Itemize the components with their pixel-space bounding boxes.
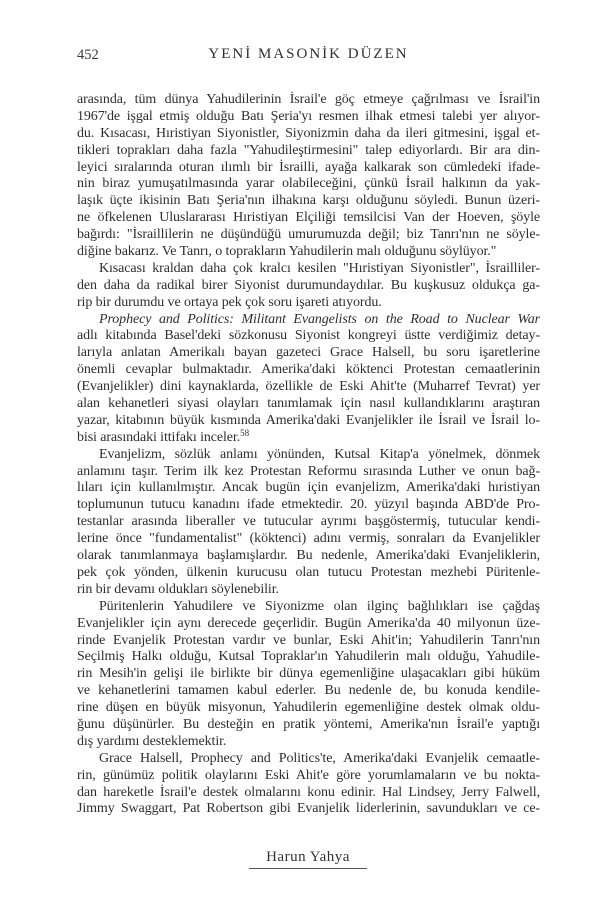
text-line: lerine önce "fundamentalist" (köktenci) adını vermiş, sonraları da Evanjelikler: [77, 531, 540, 547]
text-line: ne öfkelenen Uluslararası Hıristiyan Elçiliği temsilcisi Van der Hoeven, şöyle: [77, 210, 540, 226]
text-line: leyici sıralarında oturan ılımlı bir İsrailli, ayağa kalkarak son cümledeki ifade-: [77, 159, 540, 175]
page-number: 452: [77, 47, 99, 63]
text-line: toplumunun tutucu kanadını ifade etmektedir. 20. yüzyıl başında ABD'de Pro-: [77, 497, 540, 513]
text-line: nin biraz yumuşatılmasında yarar olabileceğini, çünkü İsrail halkının da yak-: [77, 176, 540, 192]
paragraph: [77, 751, 540, 819]
text-line: larıyla anlatan Amerikalı bayan gazeteci Grace Halsell, bu soru işaretlerine: [77, 345, 540, 361]
header-title: YENİ MASONİK DÜZEN: [208, 46, 409, 62]
text-line: Grace Halsell, Prophecy and Politics'te, Amerika'daki Evanjelik cemaatle-: [99, 750, 540, 766]
text-line: Evanjelizm, sözlük anlamı yönünden, Kutsal Kitap'a yönelmek, dönmek: [99, 446, 540, 462]
text-line: rin bir devamı oldukları söylenebilir.: [77, 581, 279, 597]
text-line: anlamını taşır. Terim ilk kez Protestan Reformu sırasında Luther ve onun bağ-: [77, 463, 540, 479]
footer-author: Harun Yahya: [249, 849, 367, 869]
paragraph: [77, 261, 540, 312]
text-line: olarak tanımlanmaya başlamışlardır. Bu nedenle, Amerika'daki Evanjeliklerin,: [77, 548, 540, 564]
text-line: Evanjelikler için aynı derecede geçerlidir. Bugün Amerika'da 40 milyonun üze-: [77, 615, 540, 631]
text-line: yazar, kitabının büyük kısmında Amerika'daki Evanjelikler ile İsrail ve İsrail lo-: [77, 412, 540, 428]
footnote-ref: 58: [240, 428, 250, 439]
text-line: den daha da radikal birer Siyonist durumundaydılar. Bu kuşkusuz oldukça ga-: [77, 277, 540, 293]
paragraph: [77, 312, 540, 447]
page-header: [77, 46, 540, 64]
body-text: [77, 92, 540, 818]
paragraph: [77, 599, 540, 751]
text-line: rine düşen en büyük misyonun, Yahudilerin egemenliğine destek olmak oldu-: [77, 700, 540, 716]
text-line: rin Mesih'in gelişi ile birlikte bir dünya egemenliğine ulaşacakları gibi hüküm: [77, 666, 540, 682]
text-line: rip bir durumdu ve ortaya pek çok soru işareti atıyordu.: [77, 294, 382, 310]
text-line: du. Kısacası, Hıristiyan Siyonistler, Siyonizmin daha da ileri gitmesini, işgal et-: [77, 125, 540, 141]
text-line: Jimmy Swaggart, Pat Robertson gibi Evanjelik liderlerinin, savundukları ve ce-: [77, 801, 540, 817]
text-line: 1967'de işgal etmiş olduğu Batı Şeria'yı resmen ilhak etmesi talebi yer alıyor-: [77, 108, 540, 124]
text-line: Kısacası kraldan daha çok kralcı kesilen "Hıristiyan Siyonistler", İsrailliler-: [99, 260, 540, 276]
text-line: (Evanjelikler) dini kaynaklarda, özellikle de Eski Ahit'te (Muharref Tevrat) yer: [77, 379, 540, 395]
text-line: bisi arasındaki ittifakı inceler.$^{58}$: [77, 428, 250, 445]
text-line: ve kehanetlerini tamamen kabul ederler. Bu nedenle de, bu konuda kendile-: [77, 683, 540, 699]
text-line: lıları için kullanılmıştır. Ancak bugün için evanjelizm, Amerika'daki hıristiyan: [77, 480, 540, 496]
text-line: Prophecy and Politics: Militant Evangelists on the Road to Nuclear War: [99, 311, 540, 327]
text-line: bağırdı: "İsraillilerin ne düşündüğü umurumuzda değil; biz Tanrı'nın ne söyle-: [77, 227, 540, 243]
text-line: adlı kitabında Basel'deki sözkonusu Siyonist kongreyi üstte verdiğimiz detay-: [77, 328, 540, 344]
page-footer: [0, 848, 616, 869]
text-line: arasında, tüm dünya Yahudilerinin İsrail'e göç etmeye çağrılması ve İsrail'in: [77, 92, 540, 107]
text-line: laşık üçte ikisinin Batı Şeria'nın ilhakına karşı olduğunu söyledi. Bunun üzeri-: [77, 193, 540, 209]
text-line: ğunu düşünürler. Bu desteğin en pratik yöntemi, Amerika'nın İsrail'e yaptığı: [77, 716, 540, 732]
text-line: Püritenlerin Yahudilere ve Siyonizme olan ilginç bağlılıkları ise çağdaş: [99, 598, 540, 614]
text-line: rin, günümüz politik olaylarını Eski Ahit'e göre yorumlamaların ve bu nokta-: [77, 767, 540, 783]
paragraph: [77, 447, 540, 599]
text-line: alan kehanetleri siyasi olayları tanımlamak için nasıl kullandıklarını araştıran: [77, 396, 540, 412]
text-line: pek çok yönden, ülkenin kurucusu olan tutucu Protestan mezhebi Püritenle-: [77, 564, 540, 580]
text-line: dan hareketle İsrail'e destek olmalarını konu edinir. Hal Lindsey, Jerry Falwell,: [77, 784, 540, 800]
text-line: tikleri toprakları daha fazla "Yahudileştirmesini" talep ediyorlardı. Bir ara din-: [77, 142, 540, 158]
text-line: önemli cevaplar bulmaktadır. Amerika'daki köktenci Protestan cemaatlerinin: [77, 362, 540, 378]
text-line: dış yardımı desteklemektir.: [77, 733, 227, 749]
text-line: testanlar arasında liberaller ve tutucular ayrımı başgöstermiş, tutucular kendi-: [77, 514, 540, 530]
text-line: diğine bakarız. Ve Tanrı, o toprakların Yahudilerin malı olduğunu söylüyor.": [77, 244, 497, 260]
text-line: Seçilmiş Halkı olduğu, Kutsal Topraklar'ın Yahudilerin malı olduğu, Yahudile-: [77, 649, 540, 665]
paragraph: [77, 92, 540, 261]
text-line: rinde Evanjelik Protestan vardır ve bunlar, Eski Ahit'in; Yahudilerin Tanrı'nın: [77, 632, 540, 648]
